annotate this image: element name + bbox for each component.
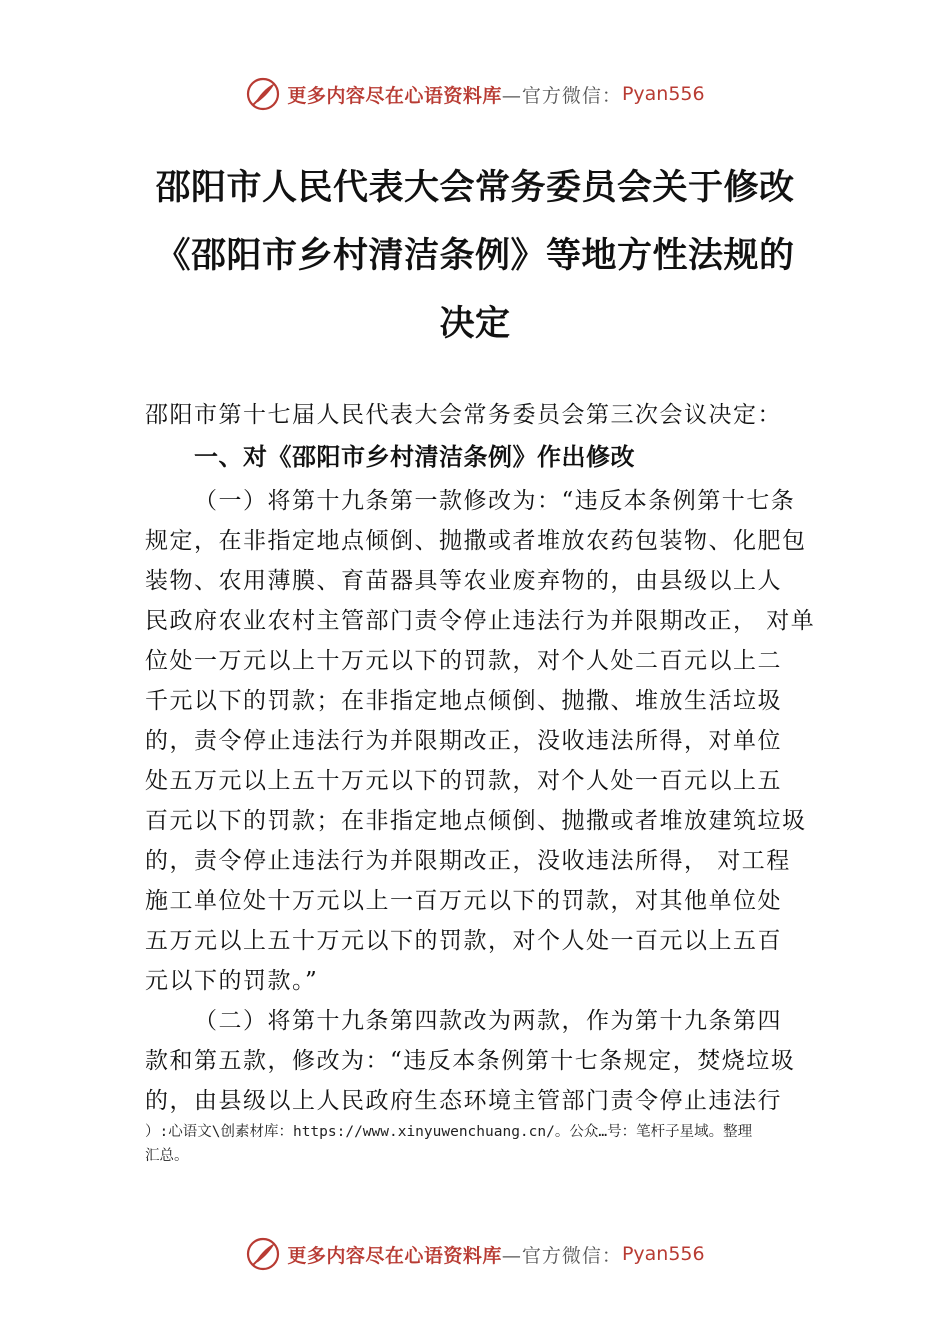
body-line: 处五万元以上五十万元以下的罚款，对个人处一百元以上五	[145, 768, 782, 794]
body-line: （二）将第十九条第四款改为两款，作为第十九条第四	[194, 1008, 782, 1034]
banner-grey-text: —官方微信：	[501, 1244, 622, 1267]
body-line: 元以下的罚款。”	[145, 968, 319, 994]
banner-account: Pyan556	[621, 83, 705, 105]
source-note-line-1: ）:心语文\创素材库：https://www.xinyuwenchuang.cn/。公众…号：笔杆子星域。整理	[145, 1124, 753, 1140]
document-title-line-1: 邵阳市人民代表大会常务委员会关于修改	[155, 167, 795, 208]
section-1-heading: 一、对《邵阳市乡村清洁条例》作出修改	[194, 443, 635, 471]
body-line: 装物、农用薄膜、育苗器具等农业废弃物的，由县级以上人	[145, 568, 782, 594]
body-line: 施工单位处十万元以上一百万元以下的罚款，对其他单位处	[145, 888, 782, 914]
banner-account: Pyan556	[621, 1243, 705, 1265]
body-line: 的，责令停止违法行为并限期改正，没收违法所得，对单位	[145, 728, 782, 754]
intro-paragraph: 邵阳市第十七届人民代表大会常务委员会第三次会议决定：	[145, 402, 782, 428]
body-line: 规定，在非指定地点倾倒、抛撒或者堆放农药包装物、化肥包	[145, 528, 807, 554]
document-title-line-2: 《邵阳市乡村清洁条例》等地方性法规的	[155, 235, 795, 276]
footer-banner	[0, 1234, 950, 1274]
banner-red-text: 更多内容尽在心语资料库	[287, 1244, 502, 1267]
body-line: 款和第五款，修改为：“违反本条例第十七条规定，焚烧垃圾	[145, 1048, 796, 1074]
document-title-line-3: 决定	[439, 303, 511, 344]
banner-red-text: 更多内容尽在心语资料库	[287, 84, 502, 107]
body-line: 的，由县级以上人民政府生态环境主管部门责令停止违法行	[145, 1088, 782, 1114]
header-banner	[0, 74, 950, 114]
banner-grey-text: —官方微信：	[501, 84, 622, 107]
body-line: 位处一万元以上十万元以下的罚款，对个人处二百元以上二	[145, 648, 782, 674]
body-line: 的，责令停止违法行为并限期改正，没收违法所得， 对工程	[145, 848, 791, 874]
body-line: （一）将第十九条第一款修改为：“违反本条例第十七条	[194, 488, 796, 514]
quill-logo-icon	[245, 76, 281, 112]
quill-logo-icon	[245, 1236, 281, 1272]
body-line: 民政府农业农村主管部门责令停止违法行为并限期改正， 对单	[145, 608, 816, 634]
body-line: 千元以下的罚款；在非指定地点倾倒、抛撒、堆放生活垃圾	[145, 688, 782, 714]
body-line: 百元以下的罚款；在非指定地点倾倒、抛撒或者堆放建筑垃圾	[145, 808, 807, 834]
body-line: 五万元以上五十万元以下的罚款，对个人处一百元以上五百	[145, 928, 782, 954]
source-note-line-2: 汇总。	[145, 1148, 189, 1164]
